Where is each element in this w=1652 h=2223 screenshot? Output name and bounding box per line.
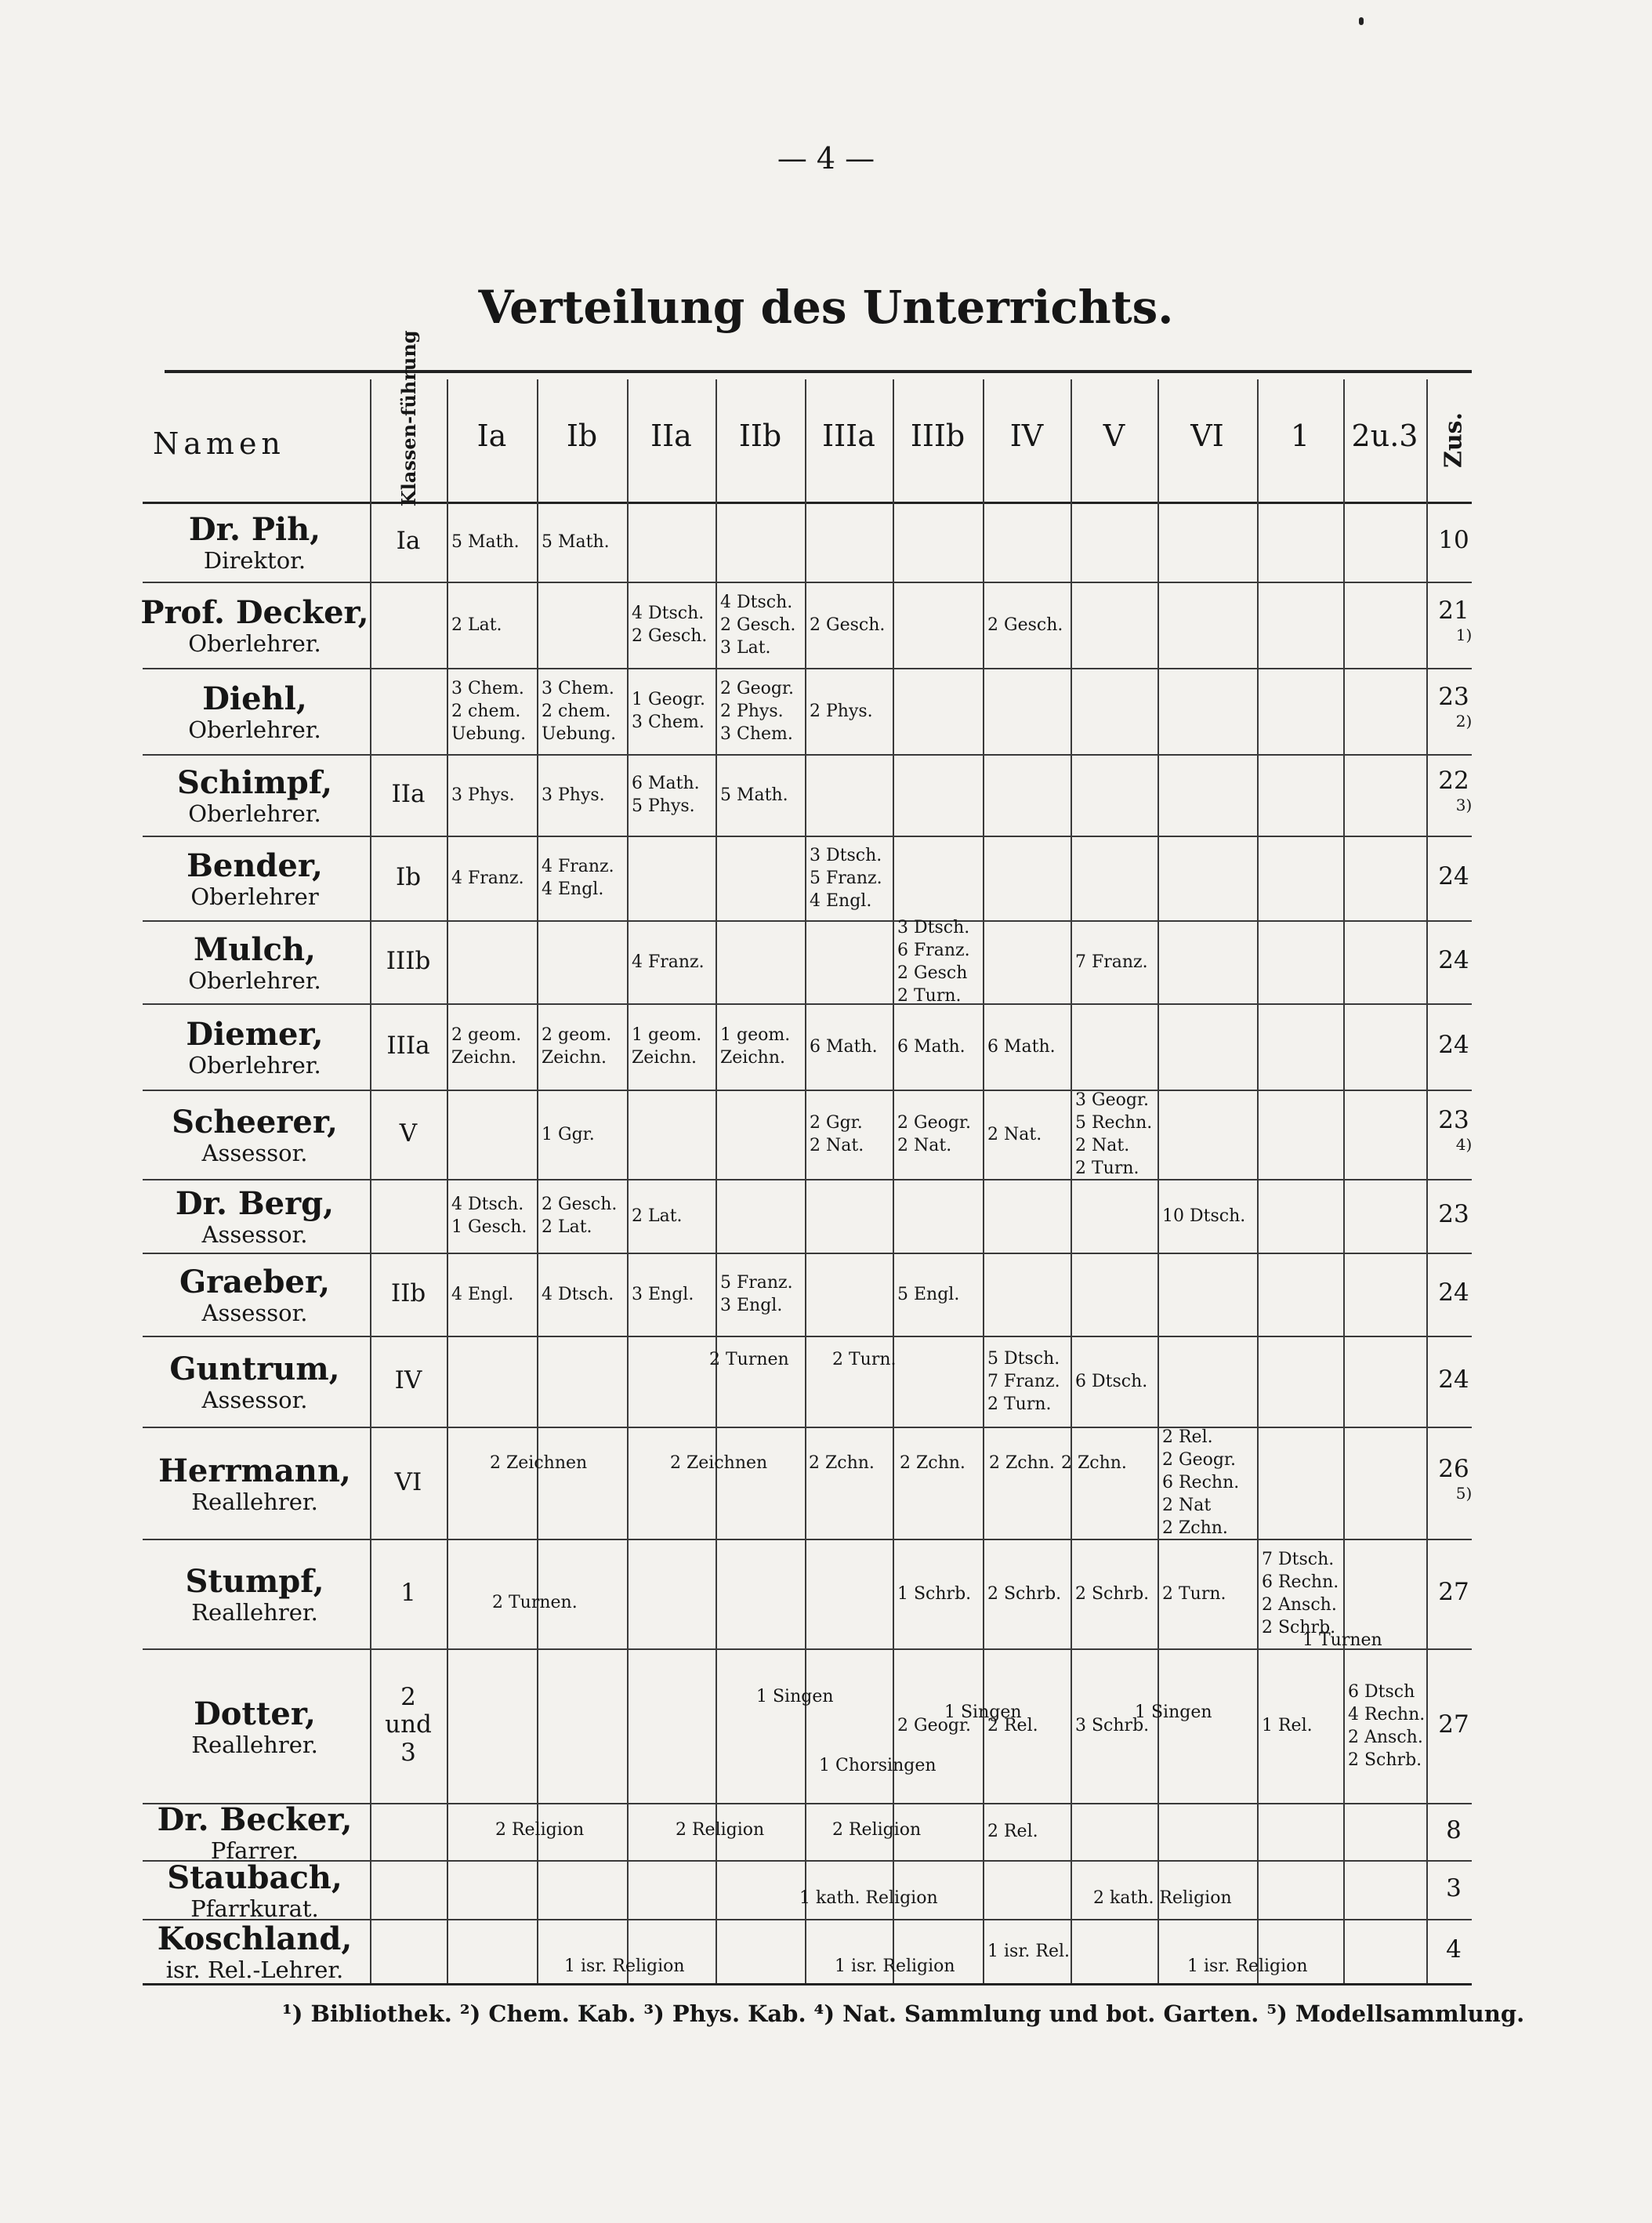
lesson-cell: 2 Lat. bbox=[632, 1206, 683, 1226]
span-cell: 1 Singen bbox=[1135, 1703, 1212, 1722]
footnote: ¹) Bibliothek. ²) Chem. Kab. ³) Phys. Kab. ⁴) Nat. Sammlung und bot. Garten. ⁵) Modellsammlung. bbox=[282, 2000, 1525, 2027]
span-cell: 2 Turnen. bbox=[492, 1593, 578, 1612]
row-line bbox=[143, 1253, 1472, 1254]
teacher-role: Assessor. bbox=[201, 1140, 308, 1166]
teacher-role: isr. Rel.-Lehrer. bbox=[165, 1956, 344, 1983]
total-hours bbox=[1426, 1365, 1481, 1394]
span-cell: 2 Zchn. bbox=[900, 1453, 965, 1473]
class-lead: IV bbox=[394, 1366, 422, 1394]
lesson-cell: 5 Dtsch. 7 Franz. 2 Turn. bbox=[987, 1348, 1060, 1414]
header-bottom-rule bbox=[143, 502, 1472, 504]
teacher-role: Pfarrkurat. bbox=[190, 1895, 319, 1922]
lesson-cell: 4 Dtsch. bbox=[542, 1284, 614, 1304]
teacher-role: Reallehrer. bbox=[191, 1731, 318, 1758]
class-lead: Ib bbox=[395, 863, 422, 891]
lesson-cell: 6 Dtsch. bbox=[1075, 1371, 1148, 1391]
teacher-role: Oberlehrer. bbox=[188, 800, 321, 827]
teacher-role: Reallehrer. bbox=[191, 1488, 318, 1515]
span-cell: 2 Zchn. bbox=[1061, 1453, 1127, 1473]
page-number: — 4 — bbox=[777, 141, 875, 176]
total-hours bbox=[1426, 946, 1481, 975]
page-title: Verteilung des Unterrichts. bbox=[478, 281, 1174, 334]
lesson-cell: 2 Rel. 2 Geogr. 6 Rechn. 2 Nat 2 Zchn. bbox=[1162, 1427, 1240, 1539]
teacher-name bbox=[137, 765, 372, 827]
lesson-cell: 2 Nat. bbox=[987, 1124, 1042, 1144]
lesson-cell: 1 geom. Zeichn. bbox=[632, 1025, 702, 1068]
row-line bbox=[143, 668, 1472, 669]
total-value: 3 bbox=[1446, 1873, 1462, 1902]
table-bottom-rule bbox=[143, 1983, 1472, 1985]
span-cell: 1 isr. Religion bbox=[835, 1956, 955, 1976]
lesson-cell: 3 Phys. bbox=[451, 785, 515, 805]
lesson-cell: 5 Engl. bbox=[897, 1284, 960, 1304]
teacher-surname: Graeber, bbox=[179, 1264, 331, 1300]
column-line bbox=[1343, 379, 1345, 1983]
teacher-role: Oberlehrer. bbox=[188, 630, 321, 657]
teacher-surname: Dr. Becker, bbox=[157, 1801, 353, 1838]
span-cell: 2 Zeichnen bbox=[670, 1453, 768, 1473]
teacher-surname: Dotter, bbox=[194, 1695, 316, 1732]
total-value: 23 bbox=[1438, 683, 1469, 711]
column-header: IIIb bbox=[910, 419, 965, 453]
lesson-cell: 2 Schrb. bbox=[1075, 1583, 1150, 1604]
lesson-cell: 4 Dtsch. 2 Gesch. 3 Lat. bbox=[720, 592, 796, 658]
teacher-role: Oberlehrer bbox=[190, 883, 319, 910]
lesson-cell: 1 Rel. bbox=[1262, 1716, 1313, 1735]
teacher-name bbox=[137, 595, 372, 657]
lesson-cell: 5 Math. bbox=[720, 785, 788, 805]
teacher-name bbox=[137, 1351, 372, 1413]
teacher-name bbox=[137, 1186, 372, 1248]
lesson-cell: 2 Schrb. bbox=[987, 1583, 1062, 1604]
lesson-cell: 3 Dtsch. 5 Franz. 4 Engl. bbox=[810, 845, 882, 911]
column-line bbox=[447, 379, 448, 1983]
span-cell: 2 kath. Religion bbox=[1093, 1888, 1232, 1908]
lesson-cell: 7 Dtsch. 6 Rechn. 2 Ansch. 2 Schrb. bbox=[1262, 1550, 1339, 1638]
lesson-cell: 2 Gesch. bbox=[987, 615, 1063, 635]
lesson-cell: 3 Geogr. 5 Rechn. 2 Nat. 2 Turn. bbox=[1075, 1090, 1153, 1179]
row-line bbox=[143, 1336, 1472, 1337]
lesson-cell: 3 Dtsch. 6 Franz. 2 Gesch 2 Turn. bbox=[897, 918, 970, 1006]
total-hours bbox=[1426, 767, 1481, 814]
span-cell: 2 Religion bbox=[676, 1820, 765, 1840]
header-total: Zus. bbox=[1440, 412, 1468, 469]
teacher-surname: Scheerer, bbox=[172, 1104, 338, 1141]
total-hours bbox=[1426, 1816, 1481, 1845]
lesson-cell: 6 Math. bbox=[810, 1036, 878, 1057]
teacher-surname: Diehl, bbox=[202, 680, 307, 717]
total-hours bbox=[1426, 1455, 1481, 1503]
teacher-surname: Prof. Decker, bbox=[140, 594, 369, 631]
span-cell: 1 Singen bbox=[756, 1687, 834, 1706]
lesson-cell: 4 Dtsch. 1 Gesch. bbox=[451, 1195, 527, 1238]
teacher-name bbox=[137, 1860, 372, 1922]
row-line bbox=[143, 582, 1472, 583]
total-value: 22 bbox=[1438, 767, 1469, 795]
row-line bbox=[143, 1003, 1472, 1005]
teacher-role: Assessor. bbox=[201, 1387, 308, 1413]
teacher-surname: Schimpf, bbox=[176, 764, 333, 801]
class-lead: VI bbox=[394, 1467, 422, 1496]
column-line bbox=[1071, 379, 1072, 1983]
teacher-name bbox=[137, 1104, 372, 1166]
total-value: 27 bbox=[1438, 1710, 1469, 1739]
lesson-cell: 10 Dtsch. bbox=[1162, 1206, 1246, 1226]
total-value: 10 bbox=[1438, 526, 1469, 554]
total-hours bbox=[1426, 1710, 1481, 1739]
teacher-name bbox=[137, 1264, 372, 1326]
footnote-ref: 4) bbox=[1455, 1135, 1473, 1155]
lesson-cell: 1 Geogr. 3 Chem. bbox=[632, 690, 706, 733]
lesson-cell: 2 Geogr. 2 Phys. 3 Chem. bbox=[720, 678, 795, 744]
lesson-cell: 3 Chem. 2 chem. Uebung. bbox=[542, 678, 617, 744]
span-cell: 2 Turnen bbox=[709, 1350, 789, 1369]
teacher-role: Assessor. bbox=[201, 1221, 308, 1248]
row-line bbox=[143, 1090, 1472, 1091]
lesson-cell: 4 Dtsch. 2 Gesch. bbox=[632, 604, 708, 647]
lesson-cell: 2 geom. Zeichn. bbox=[542, 1025, 612, 1068]
column-header: 1 bbox=[1290, 419, 1310, 453]
lesson-cell: 7 Franz. bbox=[1075, 952, 1148, 972]
lesson-cell: 3 Phys. bbox=[542, 785, 605, 805]
column-header: IV bbox=[1009, 419, 1044, 453]
teacher-role: Oberlehrer. bbox=[188, 1052, 321, 1079]
lesson-cell: 3 Schrb. bbox=[1075, 1716, 1150, 1735]
column-header: V bbox=[1103, 419, 1125, 453]
lesson-cell: 5 Franz. 3 Engl. bbox=[720, 1273, 793, 1316]
lesson-cell: 2 Ggr. 2 Nat. bbox=[810, 1113, 864, 1156]
column-line bbox=[1157, 379, 1159, 1983]
lesson-cell: 1 Ggr. bbox=[542, 1124, 595, 1144]
lesson-cell: 2 Lat. bbox=[451, 615, 502, 635]
lesson-cell: 2 Rel. bbox=[987, 1822, 1038, 1841]
footnote-ref: 5) bbox=[1455, 1483, 1473, 1503]
teacher-surname: Koschland, bbox=[157, 1920, 353, 1957]
teacher-surname: Bender, bbox=[187, 847, 323, 884]
column-line bbox=[805, 379, 806, 1983]
teacher-name bbox=[137, 1017, 372, 1079]
teacher-name bbox=[137, 932, 372, 994]
total-value: 26 bbox=[1438, 1454, 1469, 1483]
total-value: 24 bbox=[1438, 1365, 1469, 1394]
column-line bbox=[893, 379, 894, 1983]
row-line bbox=[143, 1179, 1472, 1180]
row-line bbox=[143, 754, 1472, 756]
lesson-cell: 3 Engl. bbox=[632, 1284, 694, 1304]
teacher-name bbox=[137, 1921, 372, 1983]
teacher-role: Oberlehrer. bbox=[188, 967, 321, 994]
column-line bbox=[1257, 379, 1259, 1983]
total-value: 4 bbox=[1446, 1935, 1462, 1964]
teacher-surname: Staubach, bbox=[167, 1859, 342, 1896]
span-cell: 1 isr. Religion bbox=[564, 1956, 685, 1976]
span-cell: 1 Singen bbox=[944, 1703, 1022, 1722]
teacher-surname: Dr. Pih, bbox=[188, 511, 321, 548]
footnote-ref: 2) bbox=[1455, 712, 1473, 731]
lesson-cell: 1 isr. Rel. bbox=[987, 1941, 1071, 1961]
lesson-cell: 1 Schrb. bbox=[897, 1583, 972, 1604]
column-header: 2u.3 bbox=[1351, 419, 1418, 453]
total-value: 27 bbox=[1438, 1578, 1469, 1606]
class-lead: V bbox=[399, 1119, 418, 1148]
total-hours bbox=[1426, 526, 1481, 555]
total-value: 8 bbox=[1446, 1815, 1462, 1844]
span-cell: 1 isr. Religion bbox=[1187, 1956, 1308, 1976]
teacher-surname: Stumpf, bbox=[185, 1563, 324, 1600]
column-header: Ia bbox=[476, 419, 507, 453]
lesson-cell: 5 Math. bbox=[451, 531, 520, 552]
column-header: IIa bbox=[650, 419, 692, 453]
teacher-surname: Guntrum, bbox=[169, 1351, 340, 1387]
teacher-name bbox=[137, 512, 372, 574]
span-cell: 1 Turnen bbox=[1302, 1630, 1382, 1650]
teacher-surname: Dr. Berg, bbox=[175, 1185, 335, 1222]
row-line bbox=[143, 920, 1472, 922]
span-cell: 2 Zeichnen bbox=[490, 1453, 588, 1473]
teacher-surname: Herrmann, bbox=[158, 1452, 351, 1489]
lesson-cell: 2 Phys. bbox=[810, 701, 873, 721]
lesson-cell: 1 geom. Zeichn. bbox=[720, 1025, 791, 1068]
teacher-name bbox=[137, 1802, 372, 1864]
span-cell: 2 Zchn. bbox=[809, 1453, 875, 1473]
lesson-cell: 2 Gesch. 2 Lat. bbox=[542, 1195, 618, 1238]
column-line bbox=[627, 379, 629, 1983]
lesson-cell: 4 Franz. bbox=[451, 868, 524, 888]
footnote-ref: 1) bbox=[1455, 626, 1473, 645]
total-value: 23 bbox=[1438, 1200, 1469, 1228]
total-hours bbox=[1426, 1874, 1481, 1903]
total-hours bbox=[1426, 1578, 1481, 1607]
teacher-role: Oberlehrer. bbox=[188, 716, 321, 743]
header-names: Namen bbox=[153, 426, 285, 461]
class-lead: IIIa bbox=[386, 1032, 430, 1060]
column-header: Ib bbox=[566, 419, 598, 453]
class-lead: IIb bbox=[390, 1279, 426, 1307]
class-lead: IIa bbox=[391, 780, 426, 808]
column-line bbox=[983, 379, 984, 1983]
column-header: IIb bbox=[738, 419, 782, 453]
teacher-role: Assessor. bbox=[201, 1300, 308, 1326]
table-top-rule bbox=[165, 370, 1472, 373]
teacher-role: Reallehrer. bbox=[191, 1599, 318, 1626]
total-value: 24 bbox=[1438, 862, 1469, 890]
span-cell: 1 kath. Religion bbox=[799, 1888, 938, 1908]
span-cell: 1 Chorsingen bbox=[819, 1756, 936, 1775]
ink-speck bbox=[1359, 17, 1364, 25]
teacher-name bbox=[137, 1453, 372, 1515]
lesson-cell: 4 Franz. 4 Engl. bbox=[542, 857, 614, 900]
lesson-cell: 6 Math. bbox=[987, 1036, 1056, 1057]
total-hours bbox=[1426, 597, 1481, 644]
lesson-cell: 2 Turn. bbox=[1162, 1583, 1226, 1604]
total-value: 24 bbox=[1438, 1031, 1469, 1059]
total-hours bbox=[1426, 683, 1481, 731]
class-lead: Ia bbox=[396, 527, 421, 555]
total-hours bbox=[1426, 1106, 1481, 1154]
footnote-ref: 3) bbox=[1455, 796, 1473, 815]
row-line bbox=[143, 1539, 1472, 1540]
span-cell: 2 Religion bbox=[495, 1820, 585, 1840]
teacher-name bbox=[137, 848, 372, 910]
column-line bbox=[537, 379, 538, 1983]
total-hours bbox=[1426, 1031, 1481, 1060]
lesson-cell: 2 Geogr. bbox=[897, 1716, 972, 1735]
teacher-surname: Diemer, bbox=[186, 1016, 324, 1053]
row-line bbox=[143, 1648, 1472, 1650]
class-lead: IIIb bbox=[386, 947, 431, 975]
lesson-cell: 6 Dtsch 4 Rechn. 2 Ansch. 2 Schrb. bbox=[1348, 1681, 1426, 1770]
column-line bbox=[716, 379, 717, 1983]
lesson-cell: 2 Rel. bbox=[987, 1716, 1038, 1735]
lesson-cell: 2 Geogr. 2 Nat. bbox=[897, 1113, 972, 1156]
lesson-cell: 5 Math. bbox=[542, 531, 610, 552]
teacher-name bbox=[137, 1564, 372, 1626]
lesson-cell: 2 Gesch. bbox=[810, 615, 886, 635]
teacher-surname: Mulch, bbox=[194, 931, 316, 968]
lesson-cell: 6 Math. 5 Phys. bbox=[632, 774, 700, 817]
span-cell: 2 Turn. bbox=[832, 1350, 897, 1369]
total-value: 24 bbox=[1438, 946, 1469, 974]
lesson-cell: 4 Engl. bbox=[451, 1284, 514, 1304]
total-value: 21 bbox=[1438, 597, 1469, 625]
column-header: IIIa bbox=[822, 419, 875, 453]
span-cell: 2 Religion bbox=[832, 1820, 922, 1840]
teacher-name bbox=[137, 681, 372, 743]
row-line bbox=[143, 1427, 1472, 1428]
header-class-lead: Klassen-führung bbox=[397, 330, 420, 507]
total-hours bbox=[1426, 1278, 1481, 1307]
lesson-cell: 4 Franz. bbox=[632, 952, 705, 972]
total-hours bbox=[1426, 1935, 1481, 1964]
total-hours bbox=[1426, 1200, 1481, 1229]
column-header: VI bbox=[1190, 419, 1224, 453]
teacher-name bbox=[137, 1696, 372, 1758]
lesson-cell: 6 Math. bbox=[897, 1036, 965, 1057]
row-line bbox=[143, 836, 1472, 837]
total-hours bbox=[1426, 862, 1481, 891]
class-lead: 2 und 3 bbox=[385, 1682, 432, 1767]
teacher-role: Pfarrer. bbox=[210, 1837, 299, 1864]
teacher-role: Direktor. bbox=[203, 547, 306, 574]
lesson-cell: 3 Chem. 2 chem. Uebung. bbox=[451, 678, 527, 744]
span-cell: 2 Zchn. bbox=[989, 1453, 1055, 1473]
total-value: 24 bbox=[1438, 1278, 1469, 1307]
total-value: 23 bbox=[1438, 1106, 1469, 1134]
lesson-cell: 2 geom. Zeichn. bbox=[451, 1025, 522, 1068]
class-lead: 1 bbox=[400, 1579, 416, 1607]
